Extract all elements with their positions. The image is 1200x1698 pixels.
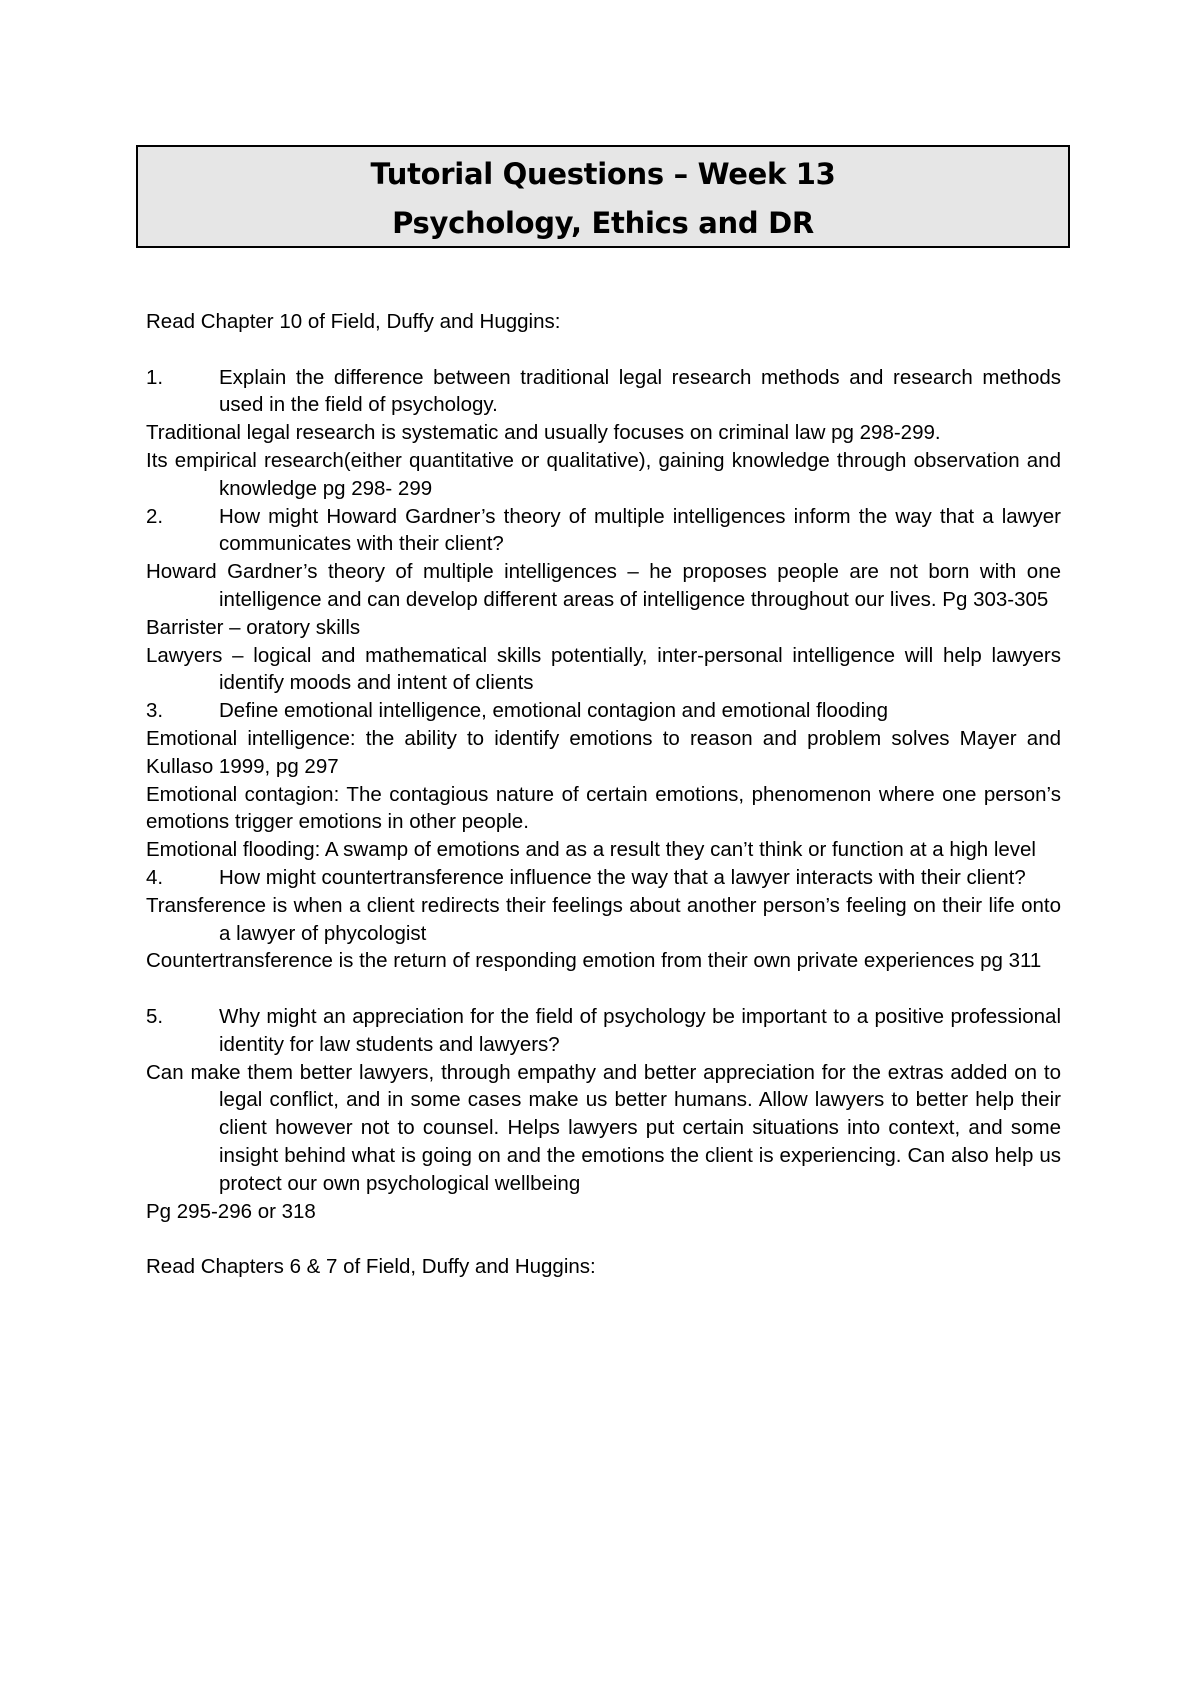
question-number: 2.	[146, 504, 164, 528]
answer-paragraph: Pg 295-296 or 318	[146, 1199, 316, 1223]
outro-paragraph: Read Chapters 6 & 7 of Field, Duffy and Huggins:	[146, 1255, 596, 1279]
answer-paragraph: Lawyers – logical and mathematical skills potentially, inter-personal intelligence will help lawyers identify moods and intent of clients	[146, 643, 1061, 695]
title-line-2: Psychology, Ethics and DR	[392, 206, 814, 240]
answer-paragraph: Can make them better lawyers, through empathy and better appreciation for the extras added on to legal conflict, and in some cases make us better humans. Allow lawyers to better help their client however not to counsel. Helps lawyers put certain situations into context, and some insight behind what is going on and the emotions the client is experiencing. Can also help us protect our own psychological wellbeing	[146, 1060, 1061, 1195]
answer-paragraph: Emotional flooding: A swamp of emotions and as a result they can’t think or function at a high level	[146, 838, 1036, 862]
question-number: 4.	[146, 865, 164, 889]
question-text: Explain the difference between traditional legal research methods and research methods used in the field of psychology.	[219, 365, 1061, 417]
answer-paragraph: Traditional legal research is systematic and usually focuses on criminal law pg 298-299.	[146, 421, 941, 445]
answer-paragraph: Transference is when a client redirects their feelings about another person’s feeling on their life onto a lawyer of phycologist	[146, 893, 1061, 945]
question-number: 1.	[146, 365, 164, 389]
question-1	[146, 364, 1061, 420]
question-4	[146, 864, 1061, 892]
answer-paragraph: Emotional intelligence: the ability to identify emotions to reason and problem solves Mayer and Kullaso 1999, pg 297	[146, 726, 1061, 778]
question-3	[146, 697, 1061, 725]
answer-paragraph: Howard Gardner’s theory of multiple intelligences – he proposes people are not born with one intelligence and can develop different areas of intelligence throughout our lives. Pg 303-305	[146, 560, 1061, 611]
answer-paragraph: Barrister – oratory skills	[146, 615, 361, 639]
spacer	[146, 975, 1061, 1003]
spacer	[146, 336, 1061, 364]
intro-paragraph: Read Chapter 10 of Field, Duffy and Huggins:	[146, 310, 561, 333]
question-text: How might countertransference influence the way that a lawyer interacts with their client?	[219, 865, 1026, 889]
question-number: 3.	[146, 699, 164, 723]
title-box	[136, 145, 1070, 248]
question-5	[146, 1003, 1061, 1059]
question-text: Define emotional intelligence, emotional contagion and emotional flooding	[219, 699, 888, 723]
question-2	[146, 503, 1061, 559]
question-number: 5.	[146, 1004, 164, 1028]
answer-paragraph: Countertransference is the return of responding emotion from their own private experiences pg 311	[146, 949, 1042, 973]
question-text: Why might an appreciation for the field of psychology be important to a positive professional identity for law students and lawyers?	[219, 1004, 1061, 1056]
spacer	[146, 1225, 1061, 1253]
question-text: How might Howard Gardner’s theory of multiple intelligences inform the way that a lawyer communicates with their client?	[219, 504, 1061, 556]
answer-paragraph: Emotional contagion: The contagious nature of certain emotions, phenomenon where one person’s emotions trigger emotions in other people.	[146, 782, 1061, 834]
answer-paragraph: Its empirical research(either quantitative or qualitative), gaining knowledge through observation and knowledge pg 298- 299	[146, 448, 1061, 500]
title-line-1: Tutorial Questions – Week 13	[370, 157, 836, 191]
document-body	[146, 308, 1061, 1281]
